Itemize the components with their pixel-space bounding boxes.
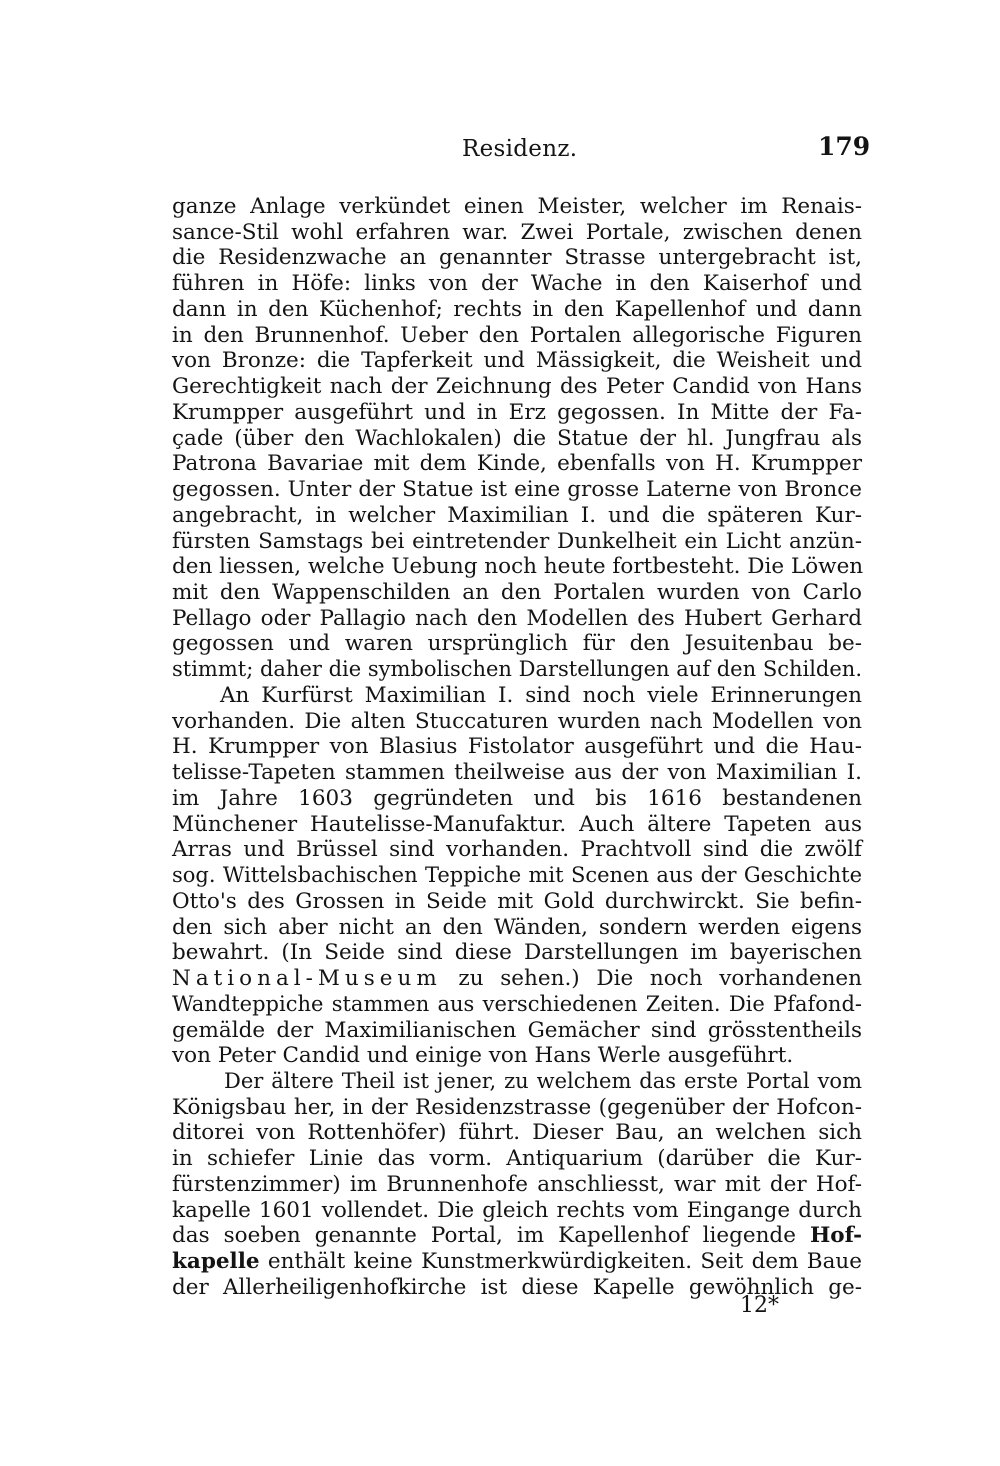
text-line: bewahrt. (In Seide sind diese Darstellungen im bayerischen — [172, 940, 862, 966]
text-line: angebracht, in welcher Maximilian I. und die späteren Kur- — [172, 502, 862, 528]
text-line: sance-Stil wohl erfahren war. Zwei Portale, zwischen denen — [172, 219, 862, 245]
text-line: telisse-Tapeten stammen theilweise aus der von Maximilian I. — [172, 760, 862, 786]
text-line: den liessen, welche Uebung noch heute fortbesteht. Die Löwen — [172, 554, 864, 580]
text-line: Münchener Hautelisse-Manufaktur. Auch ältere Tapeten aus — [172, 811, 862, 837]
text-line: sog. Wittelsbachischen Teppiche mit Scenen aus der Geschichte — [172, 863, 862, 888]
text-line: Gerechtigkeit nach der Zeichnung des Peter Candid von Hans — [172, 374, 862, 400]
text-line: fürsten Samstags bei eintretender Dunkelheit ein Licht anzün- — [172, 528, 862, 554]
running-title: Residenz. — [462, 136, 578, 162]
text-line: die Residenzwache an genannter Strasse untergebracht ist, — [172, 245, 862, 271]
text-span: das soeben genannte Portal, im Kapellenhof liegende — [172, 1223, 810, 1249]
text-line: Otto's des Grossen in Seide mit Gold durchwirckt. Sie befin- — [172, 888, 862, 914]
text-line: dann in den Küchenhof; rechts in den Kapellenhof und dann — [172, 296, 862, 322]
text-line — [172, 966, 862, 992]
text-line: fürstenzimmer) im Brunnenhofe anschliesst, war mit der Hof- — [172, 1171, 862, 1197]
text-line: in den Brunnenhof. Ueber den Portalen allegorische Figuren — [172, 322, 862, 348]
text-line: stimmt; daher die symbolischen Darstellungen auf den Schilden. — [172, 657, 862, 682]
text-line: kapelle 1601 vollendet. Die gleich rechts vom Eingange durch — [172, 1197, 862, 1223]
text-line: Arras und Brüssel sind vorhanden. Prachtvoll sind die zwölf — [172, 837, 862, 863]
paragraph-first-line: Der ältere Theil ist jener, zu welchem das erste Portal vom — [224, 1068, 862, 1093]
text-span: enthält keine Kunstmerkwürdigkeiten. Seit dem Baue — [259, 1249, 862, 1275]
text-line: in schiefer Linie das vorm. Antiquarium (darüber die Kur- — [172, 1146, 862, 1172]
text-line — [172, 1249, 862, 1275]
signature-mark: 12* — [740, 1293, 779, 1318]
text-line: mit den Wappenschilden an den Portalen wurden von Carlo — [172, 580, 862, 606]
text-line: Pellago oder Pallagio nach den Modellen des Hubert Gerhard — [172, 605, 862, 631]
text-line: Krumpper ausgeführt und in Erz gegossen. In Mitte der Fa- — [172, 399, 862, 425]
text-span: zu sehen.) Die noch vorhandenen — [441, 966, 862, 992]
text-line: von Bronze: die Tapferkeit und Mässigkeit, die Weisheit und — [172, 348, 862, 374]
text-line: ditorei von Rottenhöfer) führt. Dieser Bau, an welchen sich — [172, 1120, 862, 1146]
paragraph-first-line: An Kurfürst Maximilian I. sind noch viele Erinnerungen — [220, 682, 862, 708]
emphasized-name: National-Museum — [172, 966, 442, 992]
text-line: im Jahre 1603 gegründeten und bis 1616 bestandenen — [172, 785, 862, 811]
text-line: H. Krumpper von Blasius Fistolator ausgeführt und die Hau- — [172, 734, 862, 760]
text-line: Patrona Bavariae mit dem Kinde, ebenfalls von H. Krumpper — [172, 451, 862, 477]
text-line: führen in Höfe: links von der Wache in den Kaiserhof und — [172, 271, 862, 297]
text-line: gemälde der Maximilianischen Gemächer sind grösstentheils — [172, 1017, 862, 1043]
text-line: gegossen. Unter der Statue ist eine grosse Laterne von Bronce — [172, 477, 862, 503]
text-line: der Allerheiligenhofkirche ist diese Kapelle gewöhnlich ge- — [172, 1274, 862, 1300]
page-header — [0, 132, 1000, 170]
body-text — [172, 194, 862, 1301]
text-line: den sich aber nicht an den Wänden, sondern werden eigens — [172, 914, 862, 940]
text-line: ganze Anlage verkündet einen Meister, welcher im Renais- — [172, 194, 862, 219]
text-line — [172, 1223, 862, 1249]
text-line: Wandteppiche stammen aus verschiedenen Zeiten. Die Pfafond- — [172, 991, 862, 1016]
paragraph-last-line: von Peter Candid und einige von Hans Werle ausgeführt. — [172, 1043, 794, 1069]
text-line: gegossen und waren ursprünglich für den Jesuitenbau be- — [172, 631, 862, 657]
bold-term: kapelle — [172, 1249, 260, 1275]
text-line: çade (über den Wachlokalen) die Statue der hl. Jungfrau als — [172, 425, 862, 451]
text-line: vorhanden. Die alten Stuccaturen wurden nach Modellen von — [172, 708, 862, 734]
bold-term: Hof- — [809, 1223, 862, 1249]
page-number: 179 — [818, 132, 871, 161]
text-line: Königsbau her, in der Residenzstrasse (gegenüber der Hofcon- — [172, 1094, 862, 1120]
